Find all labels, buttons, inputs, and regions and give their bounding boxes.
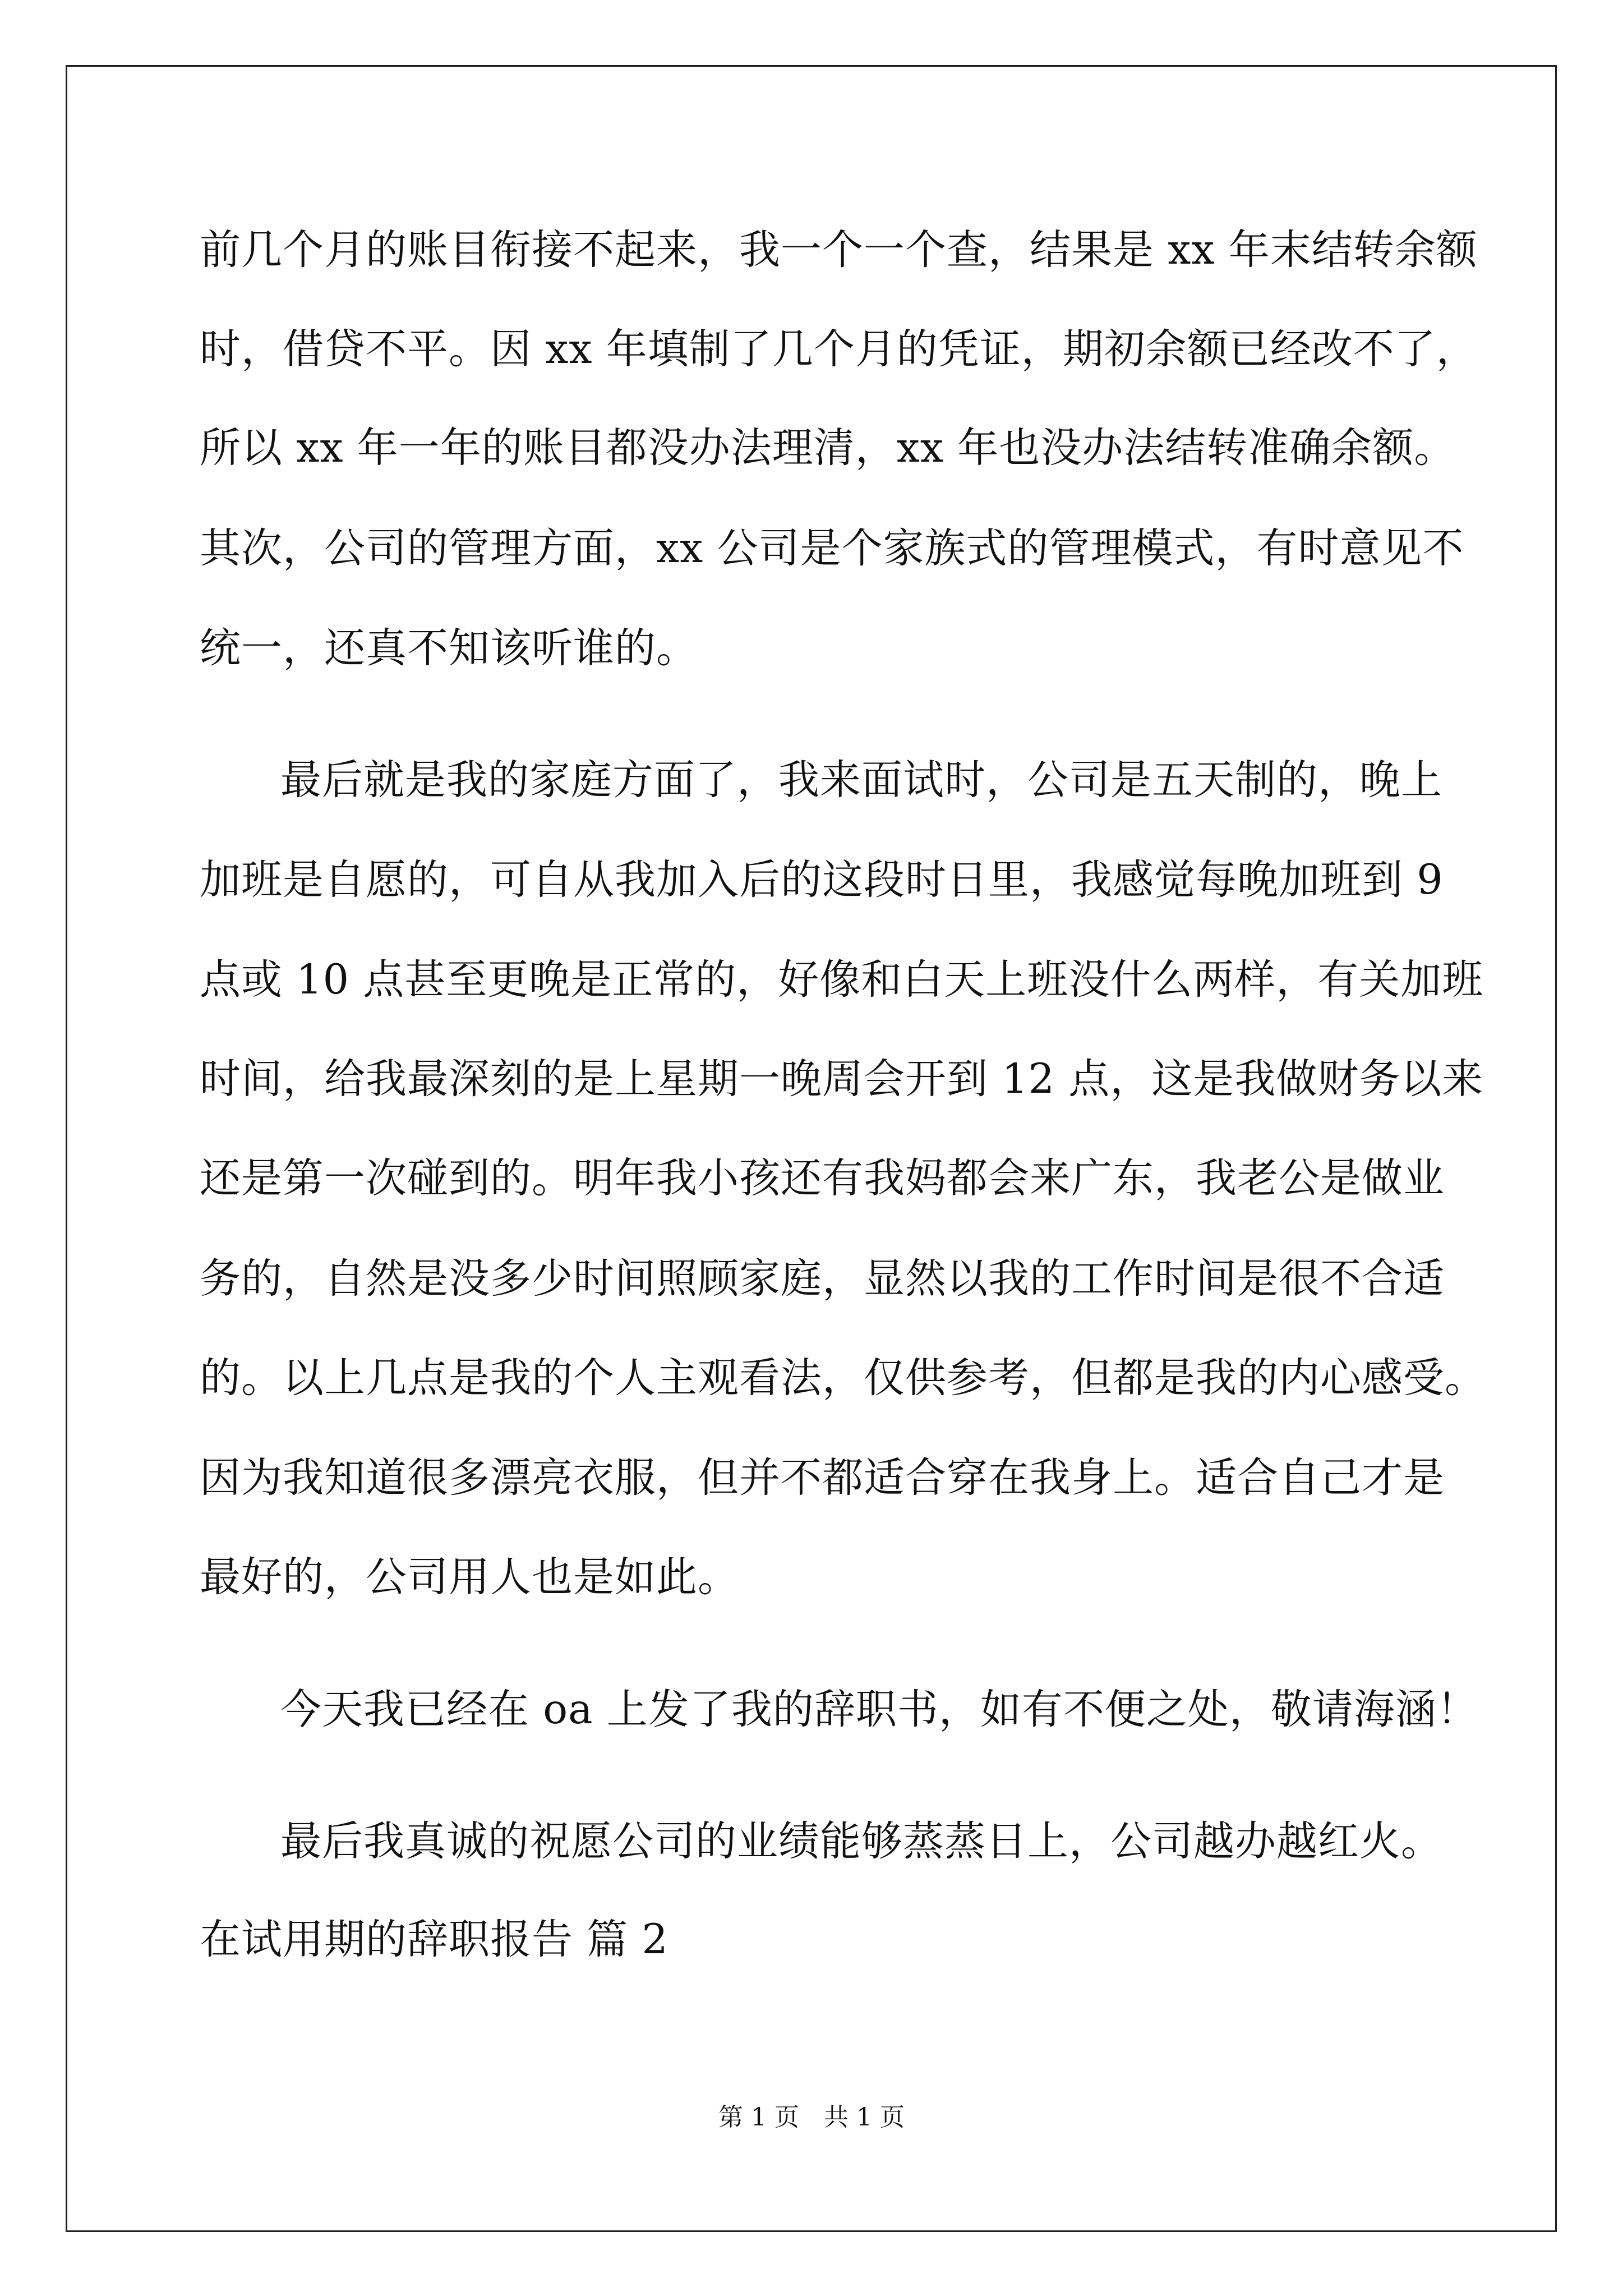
text-line: 的。以上几点是我的个人主观看法，仅供参考，但都是我的内心感受。 (200, 1354, 1486, 1402)
text-line: 最后我真诚的祝愿公司的业绩能够蒸蒸日上，公司越办越红火。 (280, 1818, 1442, 1865)
text-line: 还是第一次碰到的。明年我小孩还有我妈都会来广东，我老公是做业 (200, 1154, 1445, 1202)
page-border (66, 65, 1557, 2232)
text-line: 最后就是我的家庭方面了，我来面试时，公司是五天制的，晚上 (280, 756, 1442, 804)
text-line: 因为我知道很多漂亮衣服，但并不都适合穿在我身上。适合自己才是 (200, 1454, 1445, 1502)
text-line: 其次，公司的管理方面，xx 公司是个家族式的管理模式，有时意见不 (200, 524, 1464, 572)
text-line: 前几个月的账目衔接不起来，我一个一个查，结果是 xx 年末结转余额 (200, 226, 1478, 274)
text-line: 最好的，公司用人也是如此。 (200, 1553, 739, 1601)
text-line: 加班是自愿的，可自从我加入后的这段时日里，我感觉每晚加班到 9 (200, 856, 1444, 904)
text-line: 时间，给我最深刻的是上星期一晚周会开到 12 点，这是我做财务以来 (200, 1055, 1484, 1103)
page-footer: 第 1 页 共 1 页 (718, 2103, 905, 2132)
text-line: 今天我已经在 oa 上发了我的辞职书，如有不便之处，敬请海涵！ (280, 1686, 1478, 1733)
text-line: 务的，自然是没多少时间照顾家庭，显然以我的工作时间是很不合适 (200, 1255, 1445, 1303)
text-line: 时，借贷不平。因 xx 年填制了几个月的凭证，期初余额已经改不了， (200, 325, 1478, 373)
text-line: 统一，还真不知该听谁的。 (200, 624, 698, 672)
section-heading: 在试用期的辞职报告 篇 2 (200, 1916, 668, 1963)
text-line: 点或 10 点甚至更晚是正常的，好像和白天上班没什么两样，有关加班 (200, 956, 1484, 1004)
text-line: 所以 xx 年一年的账目都没办法理清，xx 年也没办法结转准确余额。 (200, 424, 1456, 472)
